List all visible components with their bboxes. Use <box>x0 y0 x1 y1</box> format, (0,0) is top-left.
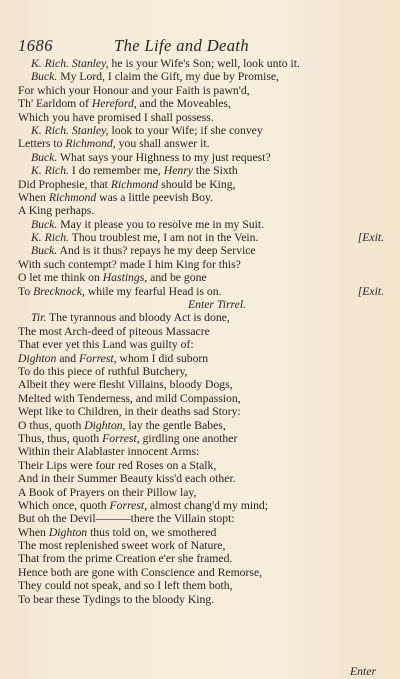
text-segment: Melted with Tenderness, and mild Compassion, <box>18 391 241 405</box>
text-line <box>18 151 382 164</box>
page-number: 1686 <box>18 36 53 55</box>
text-segment: Dighton <box>18 351 57 365</box>
text-line <box>18 499 382 512</box>
text-segment: and <box>56 351 80 365</box>
text-line <box>18 325 382 338</box>
text-segment: Richmond, <box>65 137 116 151</box>
text-segment: For which your Honour and your Faith is pawn'd, <box>18 83 250 97</box>
text-segment: K. Rich. Stanley, <box>31 123 109 137</box>
text-segment: And is it thus? repays he my deep Service <box>57 244 256 258</box>
text-line <box>18 311 382 324</box>
text-line <box>18 57 382 70</box>
text-line <box>18 191 382 204</box>
text-line <box>18 84 382 97</box>
text-segment: Thus, thus, quoth <box>18 431 103 445</box>
running-title: The Life and Death <box>114 36 250 55</box>
text-line <box>18 472 382 485</box>
text-line <box>18 338 382 351</box>
text-segment: Buck. <box>31 70 58 84</box>
text-segment: Forrest, <box>79 351 117 365</box>
text-line <box>18 459 382 472</box>
text-segment: Forrest, <box>102 431 140 445</box>
text-line <box>18 352 382 365</box>
text-line <box>18 365 382 378</box>
text-line <box>18 432 382 445</box>
text-line <box>18 445 382 458</box>
text-line <box>18 137 382 150</box>
text-line <box>18 526 382 539</box>
text-segment: Hence both are gone with Conscience and Remorse, <box>18 565 263 579</box>
text-segment: almost chang'd my mind; <box>147 498 269 512</box>
text-segment: A Book of Prayers on their Pillow lay, <box>18 485 197 499</box>
text-segment: while my fearful Head is on. <box>84 284 222 298</box>
text-segment: Brecknock, <box>33 284 85 298</box>
text-segment: The most replenished sweet work of Nature, <box>18 539 226 553</box>
text-line <box>18 70 382 83</box>
text-segment: Forrest, <box>109 498 148 512</box>
text-segment: girdling one another <box>139 431 238 445</box>
text-segment: Did Prophesie, that <box>18 177 111 191</box>
text-line <box>18 244 382 257</box>
catchword: Enter <box>350 665 376 678</box>
text-line <box>18 271 382 284</box>
text-segment: Albeit they were flesht Villains, bloody Dogs, <box>18 378 233 392</box>
text-segment: Which once, quoth <box>18 498 110 512</box>
text-line <box>18 204 382 217</box>
text-line <box>18 593 382 606</box>
text-segment: When <box>18 190 49 204</box>
text-segment: he is your Wife's Son; well, look unto it. <box>108 57 300 70</box>
text-segment: What says your Highness to my just request? <box>57 150 271 164</box>
text-segment: Dighton, <box>84 418 126 432</box>
text-line <box>18 178 382 191</box>
running-header <box>18 36 384 56</box>
text-segment: But oh the Devil———there the Villain stopt: <box>18 512 235 526</box>
text-line <box>18 392 382 405</box>
text-segment: Richmond <box>110 177 159 191</box>
text-segment: Enter Tirrel. <box>187 298 246 312</box>
text-segment: Tir. <box>31 311 47 325</box>
text-segment: Henry <box>163 164 193 178</box>
text-line <box>18 579 382 592</box>
text-segment: Buck. <box>31 150 58 164</box>
text-segment: should be King, <box>158 177 236 191</box>
text-segment: Hastings, <box>102 271 148 285</box>
text-segment: Richmond <box>48 190 97 204</box>
text-segment: Buck. <box>31 217 58 231</box>
text-segment: To bear these Tydings to the bloody King. <box>18 592 215 606</box>
text-segment: O let me think on <box>18 271 103 285</box>
text-segment: look to your Wife; if she convey <box>108 123 263 137</box>
text-segment: When <box>18 525 49 539</box>
text-segment: May it please you to resolve me in my Suit. <box>57 217 265 231</box>
text-segment: The most Arch-deed of piteous Massacre <box>18 324 210 338</box>
text-segment: and be gone <box>147 271 207 285</box>
text-segment: To do this piece of ruthful Butchery, <box>18 364 188 378</box>
text-segment: And in their Summer Beauty kiss'd each other. <box>18 472 236 486</box>
text-segment: Wept like to Children, in their deaths sad Story: <box>18 405 241 419</box>
text-segment: My Lord, I claim the Gift, my due by Promise, <box>57 70 279 84</box>
text-segment: A King perhaps. <box>18 204 95 218</box>
text-segment: was a little peevish Boy. <box>96 190 213 204</box>
text-line <box>18 218 382 231</box>
text-segment: Within their Alablaster innocent Arms: <box>18 445 200 459</box>
text-segment: O thus, quoth <box>18 418 85 432</box>
text-segment: you shall answer it. <box>115 137 210 151</box>
text-segment: With such contempt? made I him King for this? <box>18 257 241 271</box>
text-line <box>18 164 382 177</box>
text-segment: K. Rich. <box>31 164 69 178</box>
text-segment: and the Moveables, <box>136 97 231 111</box>
text-line <box>18 552 382 565</box>
text-segment: Buck. <box>31 244 58 258</box>
text-line <box>18 566 382 579</box>
stage-direction-exit: [Exit. <box>357 284 384 298</box>
text-line <box>18 378 382 391</box>
text-line <box>18 419 382 432</box>
stage-direction-exit: [Exit. <box>357 231 384 245</box>
text-segment: The tyrannous and bloody Act is done, <box>46 311 230 325</box>
text-segment: K. Rich. <box>31 231 69 245</box>
text-segment: Which you have promised I shall possess. <box>18 110 214 124</box>
text-line <box>18 258 382 271</box>
text-line <box>18 539 382 552</box>
text-segment: That ever yet this Land was guilty of: <box>18 338 194 352</box>
text-segment: whom I did suborn <box>116 351 209 365</box>
text-segment: Th' Earldom of <box>18 97 92 111</box>
text-segment: the Sixth <box>192 164 238 178</box>
text-segment: Letters to <box>18 137 66 151</box>
text-line <box>18 405 382 418</box>
text-segment: Dighton <box>48 525 88 539</box>
text-segment: They could not speak, and so I left them both, <box>18 579 233 593</box>
text-line <box>18 231 382 244</box>
text-segment: Hereford, <box>91 97 137 111</box>
text-line <box>18 285 382 298</box>
text-line <box>18 512 382 525</box>
text-line <box>18 111 382 124</box>
text-segment: That from the prime Creation e'er she framed. <box>18 552 233 566</box>
text-segment: K. Rich. Stanley, <box>31 57 109 70</box>
text-segment: Their Lips were four red Roses on a Stalk, <box>18 458 217 472</box>
text-line <box>18 486 382 499</box>
play-text <box>18 57 382 606</box>
text-line <box>18 97 382 110</box>
text-line <box>18 298 382 311</box>
text-line <box>18 124 382 137</box>
text-segment: lay the gentle Babes, <box>125 418 226 432</box>
text-segment: thus told on, we smothered <box>87 525 217 539</box>
text-segment: I do remember me, <box>68 164 164 178</box>
text-segment: To <box>18 284 34 298</box>
text-segment: Thou troublest me, I am not in the Vein. <box>68 231 259 245</box>
